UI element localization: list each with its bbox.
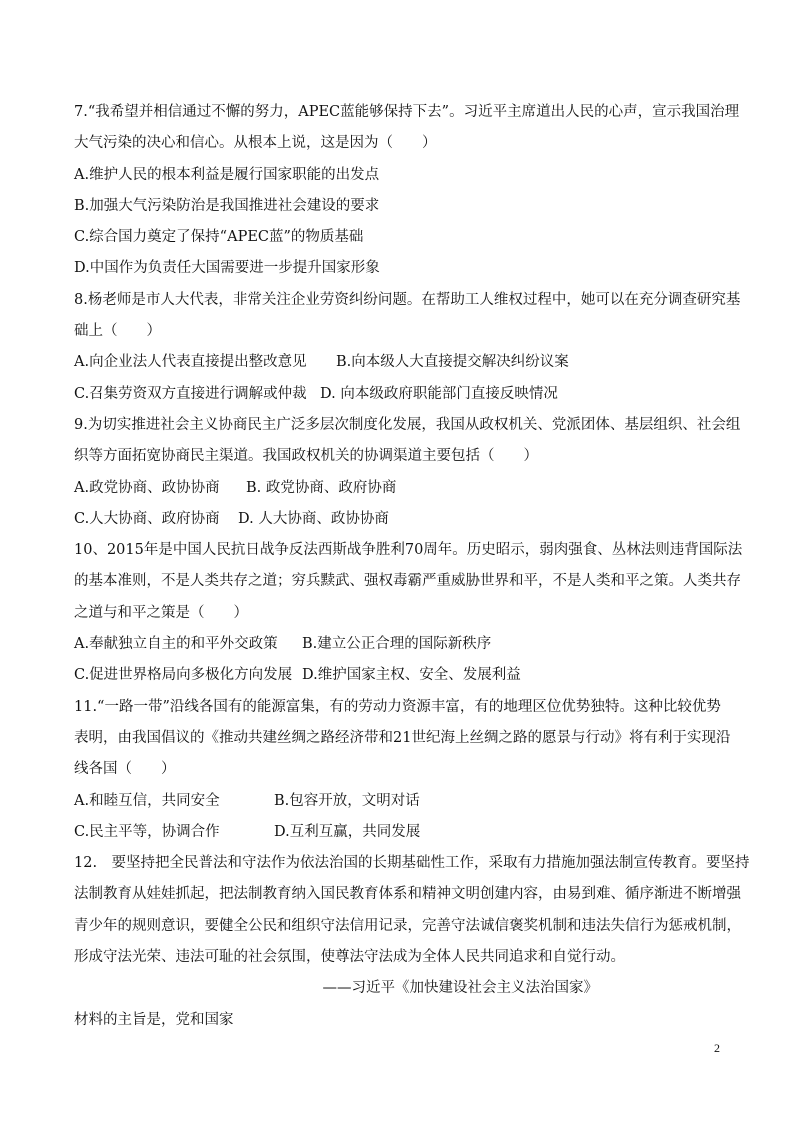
quote-attribution: ——习近平《加快建设社会主义法治国家》 <box>322 980 598 997</box>
question-stem-line: 织等方面拓宽协商民主渠道。我国政权机关的协调渠道主要包括（ ） <box>74 448 538 465</box>
question-stem-line: 10、2015年是中国人民抗日战争反法西斯战争胜利70周年。历史昭示，弱肉强食、丛林法则违背国际法 <box>74 542 743 559</box>
option-a: A.向企业法人代表直接提出整改意见 <box>74 354 307 371</box>
question-8 <box>74 285 741 410</box>
option-d: D. 向本级政府职能部门直接反映情况 <box>320 385 558 402</box>
option-d: D.互利互赢，共同发展 <box>274 823 421 840</box>
question-11 <box>74 692 731 848</box>
option-a: A.和睦互信，共同安全 <box>74 792 220 809</box>
question-stem-line: 11.“一路一带”沿线各国有的能源富集，有的劳动力资源丰富，有的地理区位优势独特。这种比较优势 <box>74 698 721 715</box>
option-c: C.促进世界格局向多极化方向发展 <box>74 667 293 684</box>
question-12 <box>74 848 750 1036</box>
question-stem-line: 9.为切实推进社会主义协商民主广泛多层次制度化发展，我国从政权机关、党派团体、基层组织、社会组 <box>74 416 741 433</box>
question-stem-line: 青少年的规则意识，要健全公民和组织守法信用记录，完善守法诚信褒奖机制和违法失信行为惩戒机制， <box>74 917 741 934</box>
page-number: 2 <box>714 1041 720 1055</box>
option-b: B.建立公正合理的国际新秩序 <box>302 636 492 653</box>
question-10 <box>74 535 743 691</box>
question-stem-line: 大气污染的决心和信心。从根本上说，这是因为（ ） <box>74 135 437 152</box>
option-row <box>74 817 720 848</box>
option-a: A.政党协商、政协协商 <box>74 479 220 496</box>
option-row <box>74 660 720 691</box>
option-row <box>74 473 720 504</box>
question-stem-line: 法制教育从娃娃抓起，把法制教育纳入国民教育体系和精神文明创建内容，由易到难、循序渐进不断增强 <box>74 886 741 903</box>
question-content <box>74 97 750 1036</box>
question-9 <box>74 410 741 535</box>
option-b: B.向本级人大直接提交解决纠纷议案 <box>336 354 569 371</box>
question-stem-line: 的基本准则，不是人类共存之道；穷兵黩武、强权毒霸严重威胁世界和平，不是人类和平之策。人类共存 <box>74 573 741 590</box>
option-row <box>74 379 720 410</box>
option-c: C.综合国力奠定了保持“APEC蓝”的物质基础 <box>74 229 364 246</box>
option-d: D.中国作为负责任大国需要进一步提升国家形象 <box>74 260 380 277</box>
option-c: C.民主平等，协调合作 <box>74 823 220 840</box>
question-stem-line: 12. 要坚持把全民普法和守法作为依法治国的长期基础性工作，采取有力措施加强法制宣传教育。要坚持 <box>74 855 750 872</box>
option-b: B. 政党协商、政府协商 <box>246 479 397 496</box>
question-stem-line: 之道与和平之策是（ ） <box>74 604 248 621</box>
option-row <box>74 629 720 660</box>
question-stem-line: 线各国（ ） <box>74 761 176 778</box>
question-stem-line: 形成守法光荣、违法可耻的社会氛围，使尊法守法成为全体人民共同追求和自觉行动。 <box>74 949 625 966</box>
option-row <box>74 504 720 535</box>
question-stem-line: 础上（ ） <box>74 323 161 340</box>
question-7 <box>74 97 740 285</box>
question-stem-line: 表明，由我国倡议的《推动共建丝绸之路经济带和21世纪海上丝绸之路的愿景与行动》将有利于实现沿 <box>74 729 731 746</box>
option-d: D.维护国家主权、安全、发展利益 <box>302 667 521 684</box>
question-stem-line: 8.杨老师是市人大代表，非常关注企业劳资纠纷问题。在帮助工人维权过程中，她可以在充分调查研究基 <box>74 291 741 308</box>
option-b: B.加强大气污染防治是我国推进社会建设的要求 <box>74 197 380 214</box>
question-stem-line: 7.“我希望并相信通过不懈的努力，APEC蓝能够保持下去”。习近平主席道出人民的心声，宣示我国治理 <box>74 104 740 120</box>
option-row <box>74 786 720 817</box>
question-prompt: 材料的主旨是，党和国家 <box>74 1011 234 1028</box>
option-c: C.人大协商、政府协商 <box>74 510 220 527</box>
option-d: D. 人大协商、政协协商 <box>238 510 389 527</box>
option-b: B.包容开放，文明对话 <box>274 792 420 809</box>
option-a: A.维护人民的根本利益是履行国家职能的出发点 <box>74 166 380 183</box>
option-c: C.召集劳资双方直接进行调解或仲裁 <box>74 385 307 402</box>
option-row <box>74 347 720 378</box>
option-a: A.奉献独立自主的和平外交政策 <box>74 636 278 653</box>
